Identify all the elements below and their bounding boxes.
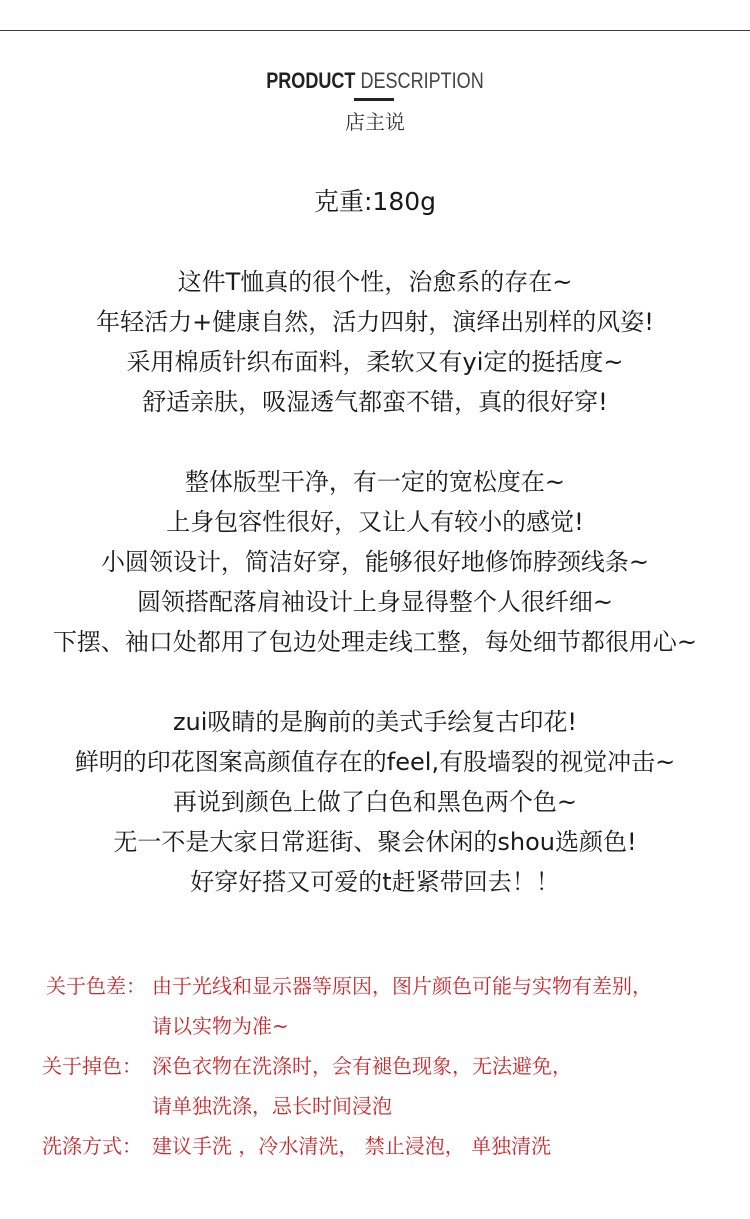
top-divider <box>0 30 750 31</box>
description-line: 采用棉质针织布面料，柔软又有yi定的挺括度~ <box>126 348 624 376</box>
description-paragraph-3 <box>0 702 750 902</box>
fabric-weight: 克重:180g <box>313 187 436 216</box>
description-paragraph-2 <box>0 462 750 662</box>
care-text: 请以实物为准~ <box>152 1014 289 1038</box>
description-line: 年轻活力+健康自然，活力四射，演绎出别样的风姿! <box>96 308 654 336</box>
description-line: 圆领搭配落肩袖设计上身显得整个人很纤细~ <box>136 588 614 616</box>
care-label: 关于掉色： <box>42 1054 142 1078</box>
description-line: 下摆、袖口处都用了包边处理走线工整，每处细节都很用心~ <box>52 628 698 656</box>
description-line: 无一不是大家日常逛街、聚会休闲的shou选颜色! <box>113 828 637 856</box>
heading-light-word: DESCRIPTION <box>360 68 484 93</box>
description-line: 整体版型干净，有一定的宽松度在~ <box>184 468 566 496</box>
care-text: 由于光线和显示器等原因，图片颜色可能与实物有差别， <box>152 974 652 998</box>
description-line: 好穿好搭又可爱的t赶紧带回去！！ <box>190 868 560 896</box>
care-label: 洗涤方式： <box>42 1134 142 1158</box>
heading-underline <box>354 98 394 101</box>
description-line: 舒适亲肤，吸湿透气都蛮不错，真的很好穿! <box>142 388 608 416</box>
care-text: 请单独洗涤，忌长时间浸泡 <box>152 1094 392 1118</box>
section-subtitle: 店主说 <box>345 110 405 134</box>
description-line: 再说到颜色上做了白色和黑色两个色~ <box>172 788 578 816</box>
description-line: zui吸睛的是胸前的美式手绘复古印花! <box>172 708 578 736</box>
description-line: 鲜明的印花图案高颜值存在的feel,有股墙裂的视觉冲击~ <box>74 748 676 776</box>
description-paragraph-1 <box>0 262 750 422</box>
section-heading <box>68 66 683 96</box>
care-text: 深色衣物在洗涤时，会有褪色现象，无法避免， <box>152 1054 572 1078</box>
care-label: 关于色差： <box>46 974 146 998</box>
description-line: 上身包容性很好，又让人有较小的感觉! <box>166 508 584 536</box>
care-text: 建议手洗 ，冷水清洗， 禁止浸泡， 单独清洗 <box>152 1134 552 1158</box>
description-line: 这件T恤真的很个性，治愈系的存在~ <box>177 268 573 296</box>
description-line: 小圆领设计，简洁好穿，能够很好地修饰脖颈线条~ <box>100 548 650 576</box>
heading-bold-word: PRODUCT <box>266 68 356 93</box>
